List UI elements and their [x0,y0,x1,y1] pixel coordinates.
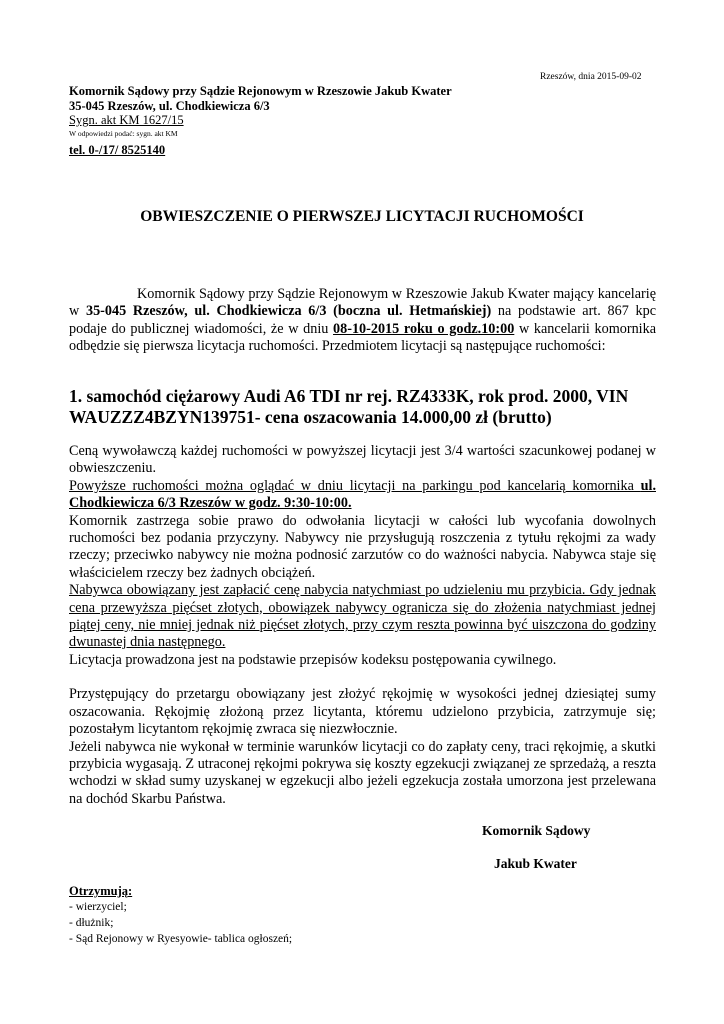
auction-datetime: 08-10-2015 roku o godz.10:00 [333,320,515,337]
recipient-item: - dłużnik; [69,917,114,929]
spacer [69,669,656,686]
recipient-item: - wierzyciel; [69,901,127,913]
viewing-info [69,478,656,513]
recipient-item: - Sąd Rejonowy w Ryesyowie- tablica ogłoszeń; [69,933,293,945]
starting-price-text: Ceną wywoławczą każdej ruchomości w powyższej licytacji jest 3/4 wartości szacunkowej podanej w obwieszczeniu. [69,443,656,477]
document-date: Rzeszów, dnia 2015-09-02 [540,72,642,82]
intro-text-3: na podstawie art. 867 kpc podaje do publicznej wiadomości, że w dniu [69,303,656,337]
office-location: 35-045 Rzeszów, ul. Chodkiewicza 6/3 (boczna ul. Hetmańskiej) [85,303,492,320]
document-title: OBWIESZCZENIE O PIERWSZEJ LICYTACJI RUCHOMOŚCI [140,208,584,225]
case-reference: Sygn. akt KM 1627/15 [69,113,184,127]
phone-number: tel. 0-/17/ 8525140 [69,143,166,157]
payment-terms: Nabywca obowiązany jest zapłacić cenę nabycia natychmiast po udzieleniu mu przybicia. Gdy jednak cena przewyższa pięćset złotych, obowiązek nabywcy ogranicza się do złożenia natychmiast jednej piątej ceny, nie mniej jednak niż pięćset złotych, przy czym reszta powinna być uiszczona do godziny dwunastej dnia następnego. [69,582,656,651]
deposit-text: Przystępujący do przetargu obowiązany jest złożyć rękojmię w wysokości jednej dziesiątej sumy oszacowania. Rękojmię złożoną przez licytanta, któremu udzielono przybicia, zatrzymuje się; pozostałym licytantom rękojmię zwraca się niezwłocznie. [69,686,656,738]
legal-basis: Licytacja prowadzona jest na podstawie przepisów kodeksu postępowania cywilnego. [69,651,557,668]
signature-role: Komornik Sądowy [482,823,591,838]
intro-paragraph [69,286,656,356]
recipients-list [69,883,292,947]
auction-item: 1. samochód ciężarowy Audi A6 TDI nr rej. RZ4333K, rok prod. 2000, VIN WAUZZZ4BZYN139751- cena oszacowania 14.000,00 zł (brutto) [69,386,629,427]
office-address: 35-045 Rzeszów, ul. Chodkiewicza 6/3 [69,99,270,113]
forfeit-text: Jeżeli nabywca nie wykonał w terminie warunków licytacji co do zapłaty ceny, traci rękojmię, a skutki przybicia wygasają. Z utraconej rękojmi pokrywa się koszty egzekucji związanej ze sprzedażą, a reszta wchodzi w skład sumy uzyskanej w egzekucji albo jeżeli egzekucja została umorzona jest przelewana na dochód Skarbu Państwa. [69,738,656,807]
intro-text-5: w kancelarii komornika odbędzie się pierwsza licytacja ruchomości. Przedmiotem licytacji są następujące ruchomości: [69,320,656,355]
recipients-heading: Otrzymują: [69,884,133,898]
signature-name: Jakub Kwater [494,856,577,871]
office-name: Komornik Sądowy przy Sądzie Rejonowym w Rzeszowie Jakub Kwater [69,84,452,98]
viewing-text: Powyższe ruchomości można oglądać w dniu licytacji na parkingu pod kancelarią komornika [69,477,641,494]
reservation-text: Komornik zastrzega sobie prawo do odwołania licytacji w całości lub wycofania dowolnych ruchomości bez podania przyczyny. Nabywcy nie przysługują roszczenia z tytułu rękojmi za wady rzeczy; przeciwko nabywcy nie można podnosić zarzutów co do ważności nabycia. Nabywca staje się właścicielem rzeczy bez żadnych obciążeń. [69,512,656,581]
viewing-location: ul. Chodkiewicza 6/3 Rzeszów w godz. 9:30-10:00. [69,477,656,512]
reply-note: W odpowiedzi podać: sygn. akt KM [69,129,178,138]
intro-text-1: Komornik Sądowy przy Sądzie Rejonowym w Rzeszowie Jakub Kwater mający kancelarię w [69,286,656,320]
terms-section [69,443,656,808]
